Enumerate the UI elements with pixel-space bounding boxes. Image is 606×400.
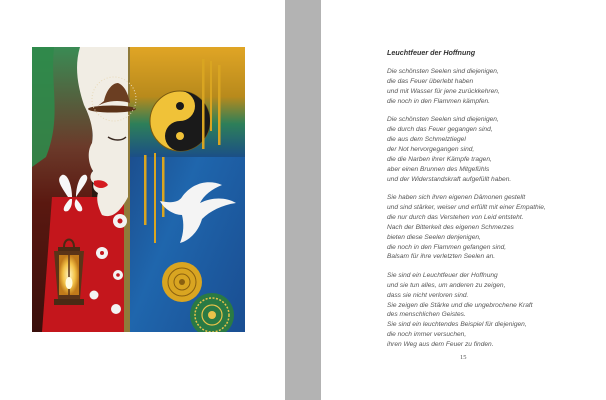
poem-line: Sie sind ein Leuchtfeuer der Hoffnung xyxy=(387,271,498,279)
stanza-2 xyxy=(387,115,599,184)
poem-line: ihren Weg aus dem Feuer zu finden. xyxy=(387,341,494,349)
poem-line: die aus dem Schmelztiegel xyxy=(387,135,466,143)
yin-yang xyxy=(150,91,210,151)
poem-line: Sie sind ein leuchtendes Beispiel für diejenigen, xyxy=(387,321,527,329)
page-gutter xyxy=(285,0,321,400)
painting-image xyxy=(32,47,245,332)
page-number: 15 xyxy=(460,354,467,361)
poem-line: der Not hervorgegangen sind, xyxy=(387,145,475,153)
poem-line: Die schönsten Seelen sind diejenigen, xyxy=(387,68,499,75)
poem-line: die durch das Feuer gegangen sind, xyxy=(387,126,493,134)
poem-line: dass sie nicht verloren sind. xyxy=(387,291,469,299)
poem-line: die noch in den Flammen kämpfen. xyxy=(387,97,490,105)
poem xyxy=(387,48,599,359)
poem-line: die noch immer versuchen, xyxy=(387,331,467,339)
poem-line: und sind stärker, weiser und erfüllt mit einer Empathie, xyxy=(387,203,546,211)
poem-line: des menschlichen Geistes. xyxy=(387,311,466,319)
poem-line: Balsam für ihre verletzten Seelen an. xyxy=(387,253,496,261)
poem-title: Leuchtfeuer der Hoffnung xyxy=(387,48,476,57)
lantern xyxy=(54,240,84,306)
poem-line: die nur durch das Verstehen von Leid entsteht. xyxy=(387,213,524,221)
stanza-4 xyxy=(387,271,599,350)
poem-line: Sie zeigen die Stärke und die ungebrochene Kraft xyxy=(387,301,533,309)
right-page xyxy=(321,0,606,400)
poem-line: die die Narben ihrer Kämpfe tragen, xyxy=(387,155,492,163)
poem-line: und der Widerstandskraft aufgefüllt haben. xyxy=(387,175,512,183)
poem-line: und mit Wasser für jene zurückkehren, xyxy=(387,87,500,95)
poem-line: Sie haben sich ihren eigenen Dämonen gestellt xyxy=(387,193,526,201)
poem-line: Die schönsten Seelen sind diejenigen, xyxy=(387,116,499,124)
poem-line: Nach der Bitterkeit des eigenen Schmerzes xyxy=(387,223,514,231)
stanza-1 xyxy=(387,67,599,107)
poem-line: die das Feuer überlebt haben xyxy=(387,77,474,85)
poem-line: und sie tun alles, um anderen zu zeigen, xyxy=(387,281,506,289)
hat-brim xyxy=(88,106,136,113)
poem-line: bieten diese Seelen denjenigen, xyxy=(387,233,481,241)
poem-line: die noch in den Flammen gefangen sind, xyxy=(387,243,507,251)
stanza-3 xyxy=(387,193,599,262)
left-page xyxy=(0,0,285,400)
gold-spiral-disc xyxy=(162,262,202,302)
poem-line: aber einen Brunnen des Mitgefühls xyxy=(387,165,490,173)
